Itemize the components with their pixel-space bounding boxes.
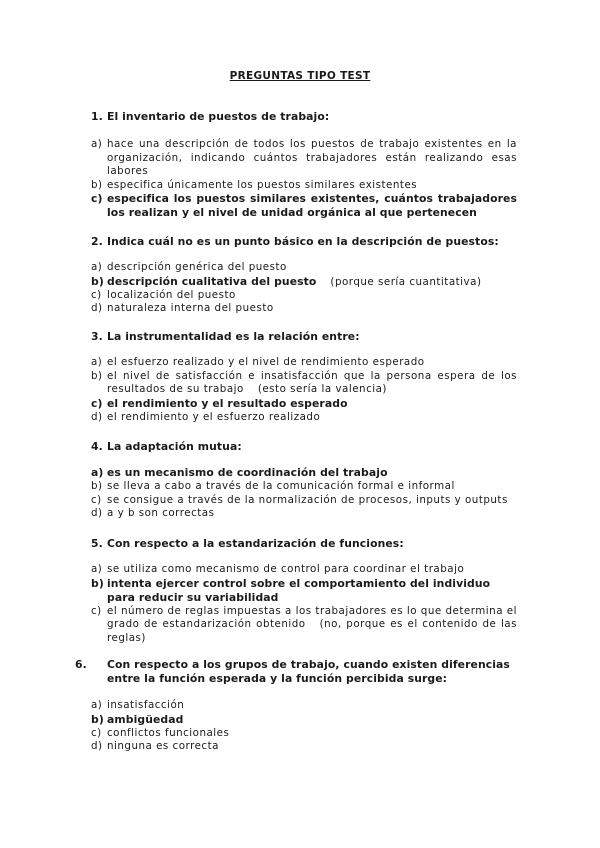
options-6 [91, 699, 517, 754]
option-letter: a) [91, 563, 103, 575]
option-4d [91, 507, 517, 521]
option-3a [91, 356, 517, 370]
option-2d [91, 302, 517, 316]
option-letter: c) [91, 288, 102, 301]
option-letter: c) [91, 192, 103, 205]
question-6 [75, 658, 533, 686]
option-3b [91, 370, 517, 397]
option-5a [91, 563, 517, 577]
option-text: insatisfacción [107, 699, 185, 711]
option-letter: d) [91, 507, 103, 519]
option-1a [91, 138, 517, 179]
question-number: 4. [91, 440, 103, 453]
options-4 [91, 466, 517, 521]
option-text: el nivel de satisfacción e insatisfacción que la persona espera de los resultados de su trabajo [107, 369, 517, 395]
option-letter: a) [91, 261, 103, 273]
option-letter: c) [91, 396, 103, 410]
option-5c [91, 605, 517, 646]
page-title: PREGUNTAS TIPO TEST [229, 70, 371, 82]
option-letter: b) [91, 369, 103, 382]
option-2c [91, 289, 517, 303]
question-3 [91, 330, 517, 344]
question-text: El inventario de puestos de trabajo: [107, 110, 330, 123]
option-letter: c) [91, 493, 102, 506]
option-text: localización del puesto [107, 288, 236, 301]
option-text: el rendimiento y el esfuerzo realizado [107, 410, 321, 423]
option-4c [91, 494, 517, 508]
option-letter: b) [91, 576, 104, 590]
question-text: La adaptación mutua: [107, 440, 242, 453]
question-4 [91, 440, 517, 454]
option-letter: a) [91, 356, 103, 368]
option-6c [91, 727, 517, 741]
option-3d [91, 411, 517, 425]
option-4a-correct [91, 466, 517, 480]
option-letter: b) [91, 480, 103, 492]
question-text: Con respecto a los grupos de trabajo, cuando existen diferencias entre la función esperada y la función percibida surge: [107, 658, 510, 685]
options-1 [91, 138, 517, 220]
question-text: Indica cuál no es un punto básico en la descripción de puestos: [107, 235, 499, 248]
option-3c-correct [91, 397, 517, 411]
option-letter: b) [91, 178, 103, 191]
options-2 [91, 261, 517, 316]
option-letter: a) [91, 138, 103, 150]
options-5 [91, 563, 517, 645]
option-letter: c) [91, 604, 102, 617]
option-letter: d) [91, 410, 103, 423]
question-number: 1. [91, 110, 103, 123]
option-letter: b) [91, 712, 104, 726]
question-number: 6. [75, 658, 87, 671]
option-text: hace una descripción de todos los puestos de trabajo existentes en la organización, indicando cuántos trabajadores están realizando esas labores [107, 138, 517, 177]
options-3 [91, 356, 517, 424]
question-number: 3. [91, 330, 103, 343]
option-text: especifica únicamente los puestos similares existentes [107, 178, 418, 191]
option-text: se utiliza como mecanismo de control para coordinar el trabajo [107, 563, 465, 575]
question-number: 5. [91, 537, 103, 550]
option-6d [91, 740, 517, 754]
option-text: intenta ejercer control sobre el comportamiento del individuo para reducir su variabilidad [107, 576, 491, 604]
option-text: conflictos funcionales [107, 726, 230, 739]
question-number: 2. [91, 235, 103, 248]
option-text: se consigue a través de la normalización de procesos, inputs y outputs [107, 493, 508, 506]
option-1b [91, 179, 517, 193]
option-text: ambigüedad [107, 712, 184, 726]
option-letter: b) [91, 274, 104, 288]
option-6a [91, 699, 517, 713]
option-letter: c) [91, 726, 102, 739]
question-2 [91, 235, 517, 249]
question-text: La instrumentalidad es la relación entre: [107, 330, 360, 343]
question-text: Con respecto a la estandarización de funciones: [107, 537, 404, 550]
option-note: (porque sería cuantitativa) [330, 275, 482, 288]
question-5 [91, 537, 517, 551]
option-5b-correct [91, 577, 517, 605]
option-text: descripción genérica del puesto [107, 261, 287, 273]
option-letter: a) [91, 466, 104, 479]
option-4b [91, 480, 517, 494]
option-note: (esto sería la valencia) [257, 383, 387, 395]
option-text: a y b son correctas [107, 507, 215, 519]
option-text: el rendimiento y el resultado esperado [107, 396, 348, 410]
option-2b-correct [91, 275, 517, 289]
question-1 [91, 110, 517, 124]
option-2a [91, 261, 517, 275]
option-6b-correct [91, 713, 517, 727]
option-letter: a) [91, 699, 103, 711]
option-text: el número de reglas impuestas a los trabajadores es lo que determina el grado de estandarización obtenido [107, 604, 517, 630]
option-letter: d) [91, 740, 103, 752]
option-text: el esfuerzo realizado y el nivel de rendimiento esperado [107, 356, 425, 368]
option-text: ninguna es correcta [107, 740, 219, 752]
option-1c-correct [91, 192, 517, 220]
option-text: naturaleza interna del puesto [107, 302, 274, 314]
option-text: es un mecanismo de coordinación del trabajo [107, 466, 388, 479]
option-text: descripción cualitativa del puesto [107, 274, 317, 288]
option-letter: d) [91, 302, 103, 314]
option-text: se lleva a cabo a través de la comunicación formal e informal [107, 480, 455, 492]
option-text: especifica los puestos similares existentes, cuántos trabajadores los realizan y el nivel de unidad orgánica al que pertenecen [107, 192, 517, 219]
option-note: (no, porque es el contenido de las reglas) [107, 618, 517, 644]
